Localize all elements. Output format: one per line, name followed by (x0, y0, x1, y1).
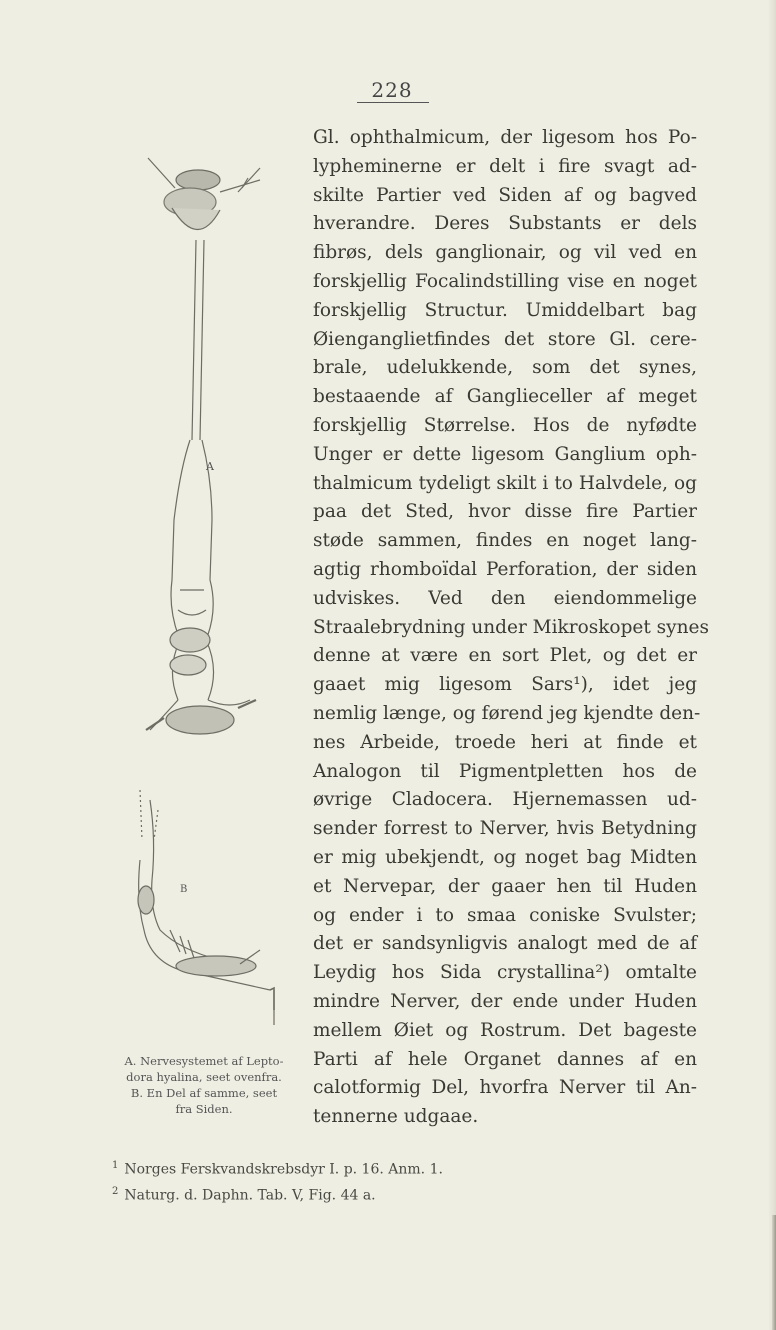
page-edge-shadow (768, 0, 776, 1330)
text-line: forskjellig Størrelse. Hos de nyfødte (313, 414, 697, 436)
text-line: forskjellig Structur. Umiddelbart bag (313, 299, 697, 321)
text-line: Parti af hele Organet dannes af en (313, 1048, 697, 1070)
text-line: er mig ubekjendt, og noget bag Midten (313, 846, 697, 868)
text-line: det er sandsynligvis analogt med de af (313, 933, 697, 955)
text-line: Øienganglietfindes det store Gl. cere- (313, 328, 697, 350)
text-line: thalmicum tydeligt skilt i to Halvdele, og (313, 472, 697, 494)
text-line: støde sammen, findes en noget lang- (313, 530, 697, 552)
caption-line: dora hyalina, seet ovenfra. (126, 1070, 282, 1084)
nervous-system-illustration (120, 140, 300, 1040)
caption-line: A. Nervesystemet af Lepto- (124, 1054, 284, 1068)
text-line: gaaet mig ligesom Sars¹), idet jeg (313, 674, 697, 696)
text-line: nemlig længe, og førend jeg kjendte den- (313, 702, 701, 724)
text-line: sender forrest to Nerver, hvis Betydning (313, 818, 697, 840)
text-line: forskjellig Focalindstilling vise en noget (313, 270, 697, 292)
page-number: 228 (371, 78, 413, 102)
text-line: calotformig Del, hvorfra Nerver til An- (313, 1077, 697, 1099)
text-line: Analogon til Pigmentpletten hos de (313, 760, 697, 782)
illustration-drawing (120, 140, 300, 1040)
figure-label-b: B (180, 884, 188, 895)
body-text (313, 124, 709, 1132)
text-line: udviskes. Ved den eiendommelige (313, 587, 697, 609)
footnote-text: Naturg. d. Daphn. Tab. V, Fig. 44 a. (124, 1187, 376, 1204)
footnote-mark: 1 (112, 1160, 119, 1171)
text-line: tennerne udgaae. (313, 1106, 479, 1128)
text-line: nes Arbeide, troede heri at finde et (313, 731, 697, 753)
caption-line: B. En Del af samme, seet (130, 1086, 278, 1100)
text-line: brale, udelukkende, som det synes, (313, 357, 697, 379)
footnote-text: Norges Ferskvandskrebsdyr I. p. 16. Anm. 1. (124, 1161, 443, 1178)
caption-line: fra Siden. (175, 1102, 233, 1116)
footnote (112, 1155, 592, 1181)
text-line: Leydig hos Sida crystallina²) omtalte (313, 962, 697, 984)
text-line: agtig rhomboïdal Perforation, der siden (313, 558, 697, 580)
page-number-rule (357, 102, 429, 103)
figure-caption (98, 1053, 310, 1117)
page-edge-mark (772, 1215, 776, 1330)
text-line: lypheminerne er delt i fire svagt ad- (313, 155, 697, 177)
text-line: mellem Øiet og Rostrum. Det bageste (313, 1019, 697, 1041)
text-line: fibrøs, dels ganglionair, og vil ved en (313, 242, 697, 264)
text-line: Unger er dette ligesom Ganglium oph- (313, 443, 697, 465)
text-line: mindre Nerver, der ende under Huden (313, 990, 697, 1012)
text-line: Gl. ophthalmicum, der ligesom hos Po- (313, 127, 697, 148)
text-line: hverandre. Deres Substants er dels (313, 213, 697, 235)
text-line: og ender i to smaa coniske Svulster; (313, 904, 697, 926)
figure-label-a: A (206, 460, 214, 473)
text-line: et Nervepar, der gaaer hen til Huden (313, 875, 697, 897)
text-line: denne at være en sort Plet, og det er (313, 645, 697, 667)
text-line: Straalebrydning under Mikroskopet synes (313, 616, 709, 638)
text-line: paa det Sted, hvor disse fire Partier (313, 501, 697, 523)
text-line: øvrige Cladocera. Hjernemassen ud- (313, 789, 697, 811)
footnote-mark: 2 (112, 1185, 119, 1197)
footnotes (112, 1155, 592, 1206)
text-line: skilte Partier ved Siden af og bagved (313, 184, 697, 206)
text-line: bestaaende af Ganglieceller af meget (313, 386, 697, 408)
footnote (112, 1181, 592, 1207)
